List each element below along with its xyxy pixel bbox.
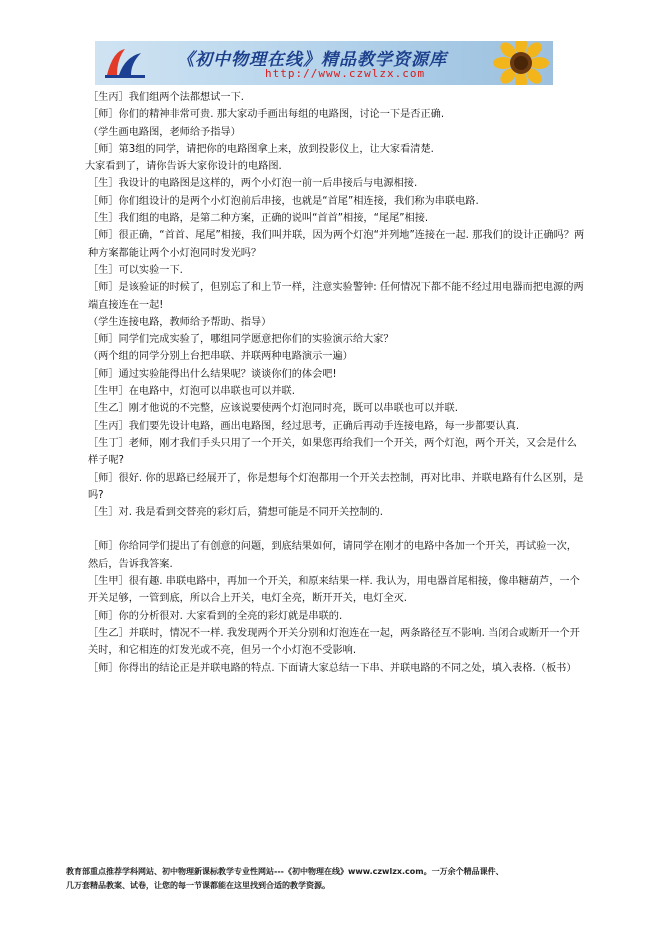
paragraph: ［师］你的分析很对. 大家看到的全亮的彩灯就是串联的.: [88, 610, 343, 622]
paragraph: ［师］你给同学们提出了有创意的问题，到底结果如何，请同学在刚才的电路中各加一个开关，再试验一次，然后，告诉我答案.: [88, 541, 577, 570]
paragraph: （两个组的同学分别上台把串联、并联两种电路演示一遍）: [88, 351, 353, 363]
site-url[interactable]: http://www.czwlzx.com: [265, 67, 426, 80]
paragraph: ［师］你们组设计的是两个小灯泡前后串接，也就是“首尾”相连接，我们称为串联电路.: [88, 195, 479, 207]
paragraph: ［师］第3组的同学，请把你的电路图拿上来，放到投影仪上，让大家看清楚.: [88, 143, 434, 155]
header-banner: [95, 41, 553, 85]
sunflower-icon: [491, 41, 551, 85]
paragraph: ［生乙］并联时，情况不一样. 我发现两个开关分别和灯泡连在一起，两条路径互不影响. 当闭合或断开一个开关时，和它相连的灯发光或不亮，但另一个小灯泡不受影响.: [88, 627, 580, 657]
site-title: 《初中物理在线》精品教学资源库: [177, 50, 447, 70]
site-logo-icon: [103, 45, 147, 81]
paragraph: ［生丁］老师，刚才我们手头只用了一个开关，如果您再给我们一个开关，两个灯泡，两个开关，又会是什么样子呢?: [88, 437, 577, 467]
page-footer: [66, 865, 606, 893]
paragraph: ［生乙］刚才他说的不完整，应该说要使两个灯泡同时亮，既可以串联也可以并联.: [88, 403, 458, 415]
paragraph: ［师］很好. 你的思路已经展开了，你是想每个灯泡都用一个开关去控制，再对比串、并联电路有什么区别，是吗?: [88, 472, 584, 501]
paragraph: ［师］很正确，“首首、尾尾”相接，我们叫并联，因为两个灯泡“并列地”连接在一起. 那我们的设计正确吗？两种方案都能让两个小灯泡同时发光吗？: [88, 230, 585, 259]
paragraph: ［师］同学们完成实验了，哪组同学愿意把你们的实验演示给大家？: [88, 334, 394, 346]
paragraph: ［师］是该验证的时候了，但别忘了和上节一样，注意实验警钟: 任何情况下都不能不经过用电器而把电源的两端直接连在一起!: [88, 282, 584, 311]
footer-line: 几万套精品教案、试卷，让您的每一节课都能在这里找到合适的教学资源。: [66, 881, 330, 890]
footer-line: 教育部重点推荐学科网站、初中物理新课标教学专业性网站---《初中物理在线》www.czwlzx.com。一万余个精品课件、: [66, 867, 504, 876]
paragraph: ［生甲］在电路中，灯泡可以串联也可以并联.: [88, 386, 295, 398]
paragraph: （学生连接电路，教师给予帮助、指导）: [88, 316, 272, 328]
paragraph: ［师］你们的精神非常可贵. 那大家动手画出每组的电路图，讨论一下是否正确.: [88, 109, 445, 121]
paragraph: ［师］通过实验能得出什么结果呢？谈谈你们的体会吧!: [88, 368, 337, 380]
paragraph: （学生画电路图，老师给予指导）: [88, 126, 241, 138]
paragraph: ［生甲］很有趣. 串联电路中，再加一个开关，和原来结果一样. 我认为，用电器首尾相接，像串糖葫芦，一个开关足够，一管到底，所以合上开关，电灯全亮，断开开关，电灯全灭.: [88, 576, 580, 605]
paragraph: ［生］我设计的电路图是这样的，两个小灯泡一前一后串接后与电源相接.: [88, 178, 418, 190]
paragraph: ［师］你得出的结论正是并联电路的特点. 下面请大家总结一下串、并联电路的不同之处，填入表格.（板书）: [88, 662, 577, 674]
paragraph: ［生丙］我们组两个法都想试一下.: [88, 92, 245, 103]
paragraph: ［生］我们组的电路，是第二种方案，正确的说叫“首首”相接，“尾尾”相接.: [88, 213, 429, 225]
paragraph: 大家看到了，请你告诉大家你设计的电路图.: [85, 161, 282, 173]
paragraph: ［生丙］我们要先设计电路，画出电路图，经过思考，正确后再动手连接电路，每一步都要认真.: [88, 420, 520, 432]
paragraph: ［生］可以实验一下.: [88, 264, 183, 276]
paragraph: ［生］对. 我是看到交替亮的彩灯后，猜想可能是不同开关控制的.: [88, 507, 383, 519]
dialogue-text: [85, 89, 586, 677]
paragraph-gap: [88, 521, 586, 538]
